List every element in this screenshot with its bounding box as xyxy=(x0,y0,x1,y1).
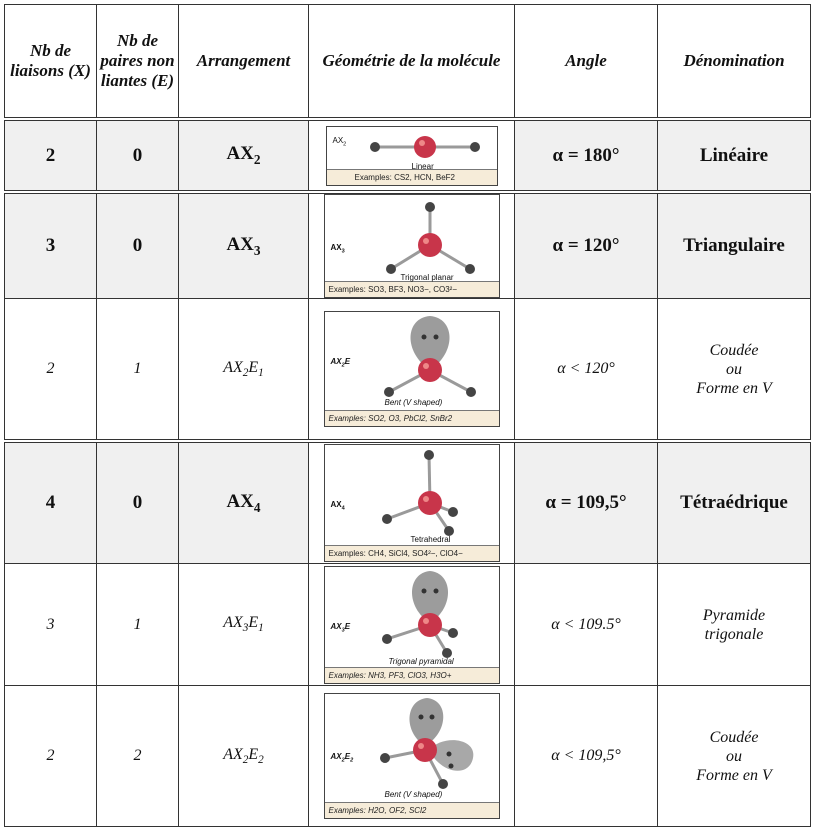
cell-angle: α < 120° xyxy=(515,299,658,440)
cell-denomination: Linéaire xyxy=(658,121,811,191)
table-row xyxy=(5,564,811,686)
cell-angle: α = 109,5° xyxy=(515,443,658,564)
card-tag: $AX_4$ xyxy=(330,500,345,512)
cell-arrangement: $AX_4$ xyxy=(179,443,309,564)
cell-angle: α = 120° xyxy=(515,194,658,299)
cell-e: 1 xyxy=(97,564,179,686)
cell-x: 3 xyxy=(5,564,97,686)
cell-geometry xyxy=(309,443,515,564)
card-examples: Examples: NH3, PF3, ClO3, H3O+ xyxy=(325,667,499,683)
header-angle: Angle xyxy=(515,5,658,118)
cell-denomination: Tétraédrique xyxy=(658,443,811,564)
card-caption: Tetrahedral xyxy=(410,535,451,544)
cell-angle: α = 180° xyxy=(515,121,658,191)
geometry-card-linear xyxy=(326,126,498,186)
table-row xyxy=(5,443,811,564)
cell-geometry xyxy=(309,121,515,191)
card-tag: $AX_2E$ xyxy=(330,357,351,369)
geometry-card-tetrahedral xyxy=(324,444,500,562)
table-row xyxy=(5,121,811,191)
card-tag: $AX_2E_2$ xyxy=(330,752,354,764)
arr-sub: 2 xyxy=(253,151,261,167)
cell-arrangement: $AX_2E_2$ xyxy=(179,686,309,827)
cell-x: 2 xyxy=(5,299,97,440)
cell-arrangement: $AX_3$ xyxy=(179,194,309,299)
cell-angle: α < 109.5° xyxy=(515,564,658,686)
table-row xyxy=(5,299,811,440)
cell-arrangement: $AX_2E_1$ xyxy=(179,299,309,440)
bent-two-lone-pairs-molecule-icon xyxy=(325,694,499,802)
card-examples: Examples: CH4, SiCl4, SO4²−, ClO4− xyxy=(325,545,499,561)
cell-e: 2 xyxy=(97,686,179,827)
table-row xyxy=(5,686,811,827)
header-nb-paires: Nb de paires non liantes (E) xyxy=(97,5,179,118)
cell-arrangement xyxy=(179,121,309,191)
card-caption: Linear xyxy=(411,161,434,171)
cell-geometry xyxy=(309,194,515,299)
geometry-card-bent xyxy=(324,311,500,427)
card-examples: Examples: H2O, OF2, SCl2 xyxy=(325,802,499,818)
header-denomination: Dénomination xyxy=(658,5,811,118)
card-caption: Bent (V shaped) xyxy=(384,790,443,799)
card-tag: $AX_3$ xyxy=(330,243,345,255)
geometry-card-trigonal-planar xyxy=(324,194,500,298)
header-nb-liaisons: Nb de liaisons (X) xyxy=(5,5,97,118)
card-examples: Examples: SO2, O3, PbCl2, SnBr2 xyxy=(325,410,499,426)
cell-x: 4 xyxy=(5,443,97,564)
card-tag: $AX_3E$ xyxy=(330,621,351,634)
geometry-card-bent-2 xyxy=(324,693,500,819)
cell-denomination: Coudée ou Forme en V xyxy=(658,299,811,440)
header-arrangement: Arrangement xyxy=(179,5,309,118)
trigonal-pyramidal-molecule-icon xyxy=(325,567,499,667)
header-geometrie: Géométrie de la molécule xyxy=(309,5,515,118)
card-tag: $AX_2$ xyxy=(332,135,347,148)
cell-e: 0 xyxy=(97,121,179,191)
cell-e: 0 xyxy=(97,194,179,299)
arr-base: AX xyxy=(226,143,254,165)
table-row xyxy=(5,194,811,299)
cell-denomination: Coudée ou Forme en V xyxy=(658,686,811,827)
cell-geometry xyxy=(309,686,515,827)
cell-denomination: Triangulaire xyxy=(658,194,811,299)
cell-angle: α < 109,5° xyxy=(515,686,658,827)
cell-x: 2 xyxy=(5,121,97,191)
card-examples: Examples: SO3, BF3, NO3−, CO3²− xyxy=(325,281,499,297)
card-caption: Bent (V shaped) xyxy=(384,398,443,407)
cell-arrangement: $AX_3E_1$ xyxy=(179,564,309,686)
cell-x: 2 xyxy=(5,686,97,827)
card-examples: Examples: CS2, HCN, BeF2 xyxy=(327,169,497,185)
header-row xyxy=(5,5,811,118)
cell-geometry xyxy=(309,299,515,440)
bent-molecule-icon xyxy=(325,312,499,410)
geometry-card-trigonal-pyramidal xyxy=(324,566,500,684)
cell-e: 0 xyxy=(97,443,179,564)
cell-geometry xyxy=(309,564,515,686)
trigonal-planar-molecule-icon xyxy=(325,195,499,281)
card-caption: Trigonal pyramidal xyxy=(388,656,454,666)
cell-e: 1 xyxy=(97,299,179,440)
cell-x: 3 xyxy=(5,194,97,299)
card-caption: Trigonal planar xyxy=(400,273,454,282)
tetrahedral-molecule-icon xyxy=(325,445,499,545)
vsepr-table xyxy=(4,4,811,827)
cell-denomination: Pyramide trigonale xyxy=(658,564,811,686)
